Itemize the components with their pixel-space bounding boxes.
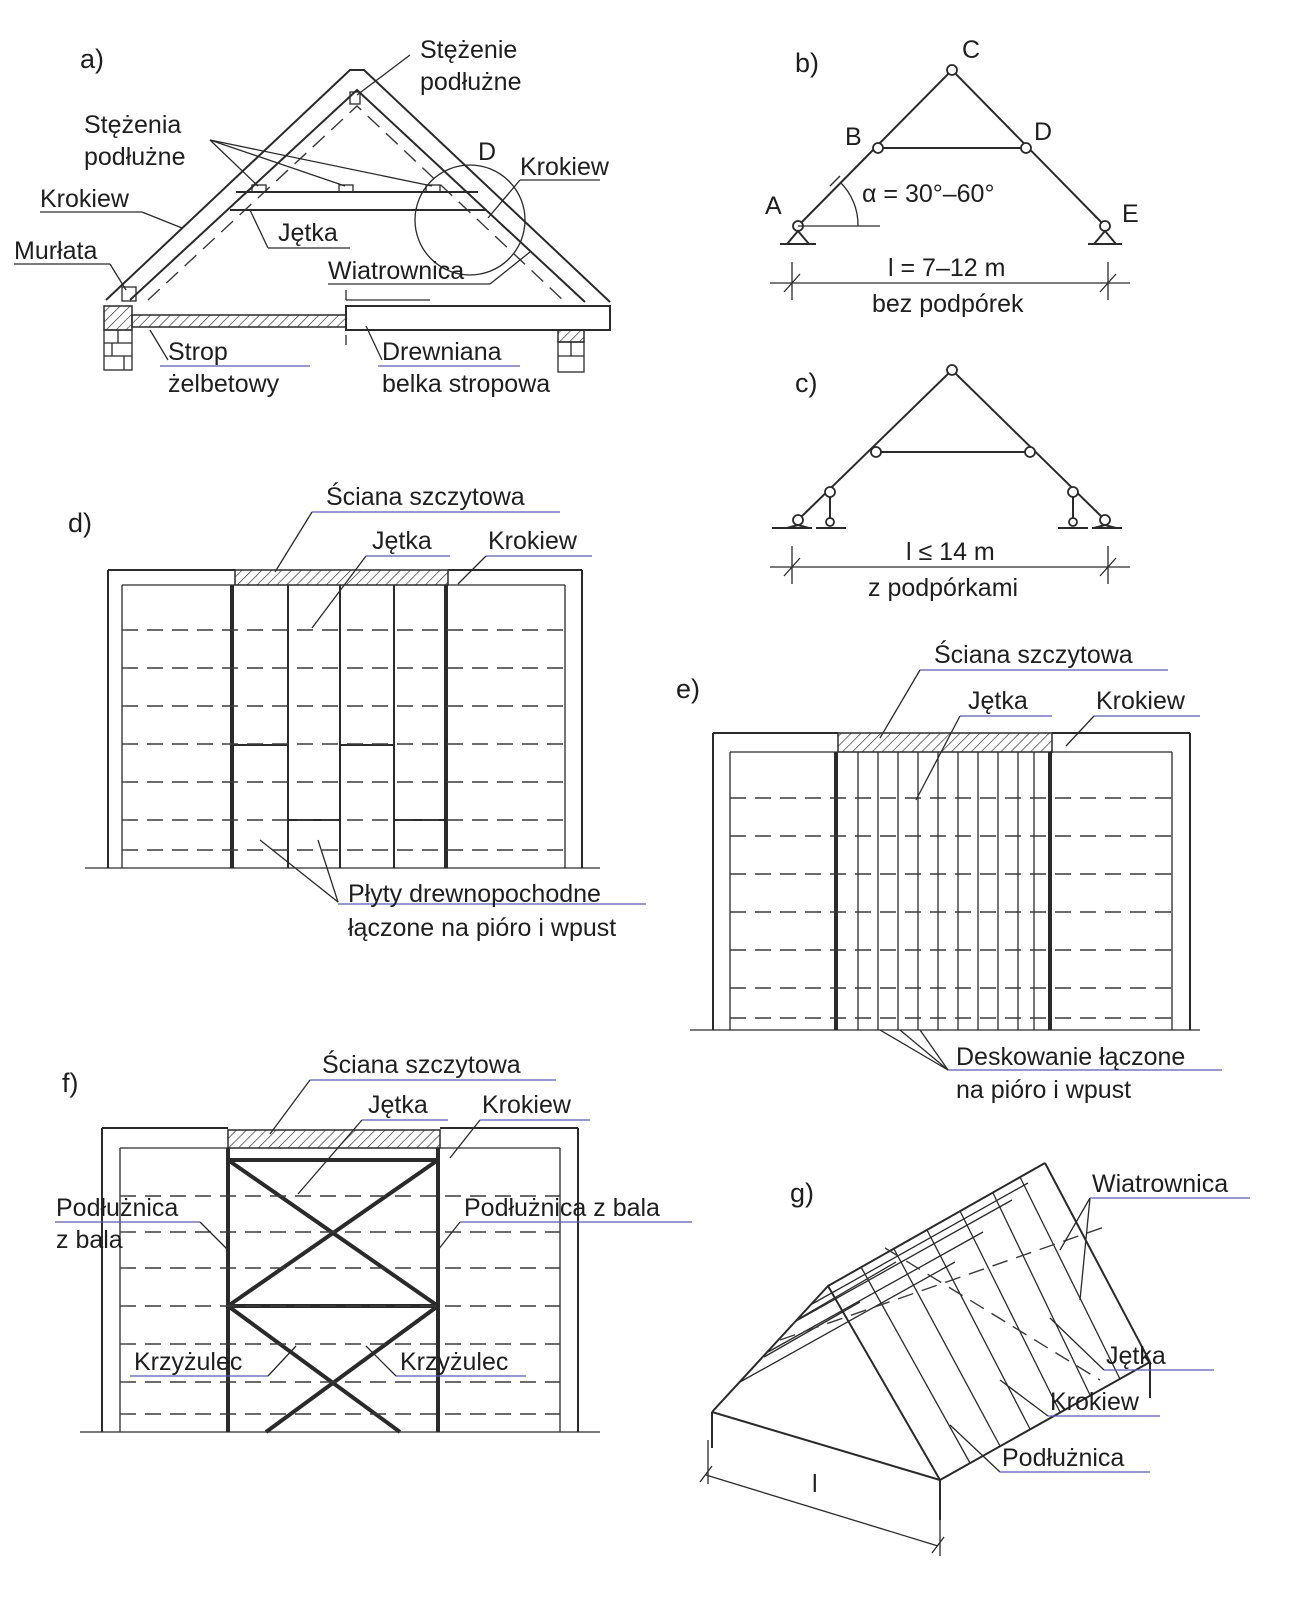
b-node-d: D	[1034, 118, 1053, 146]
panel-e-gable-boarding	[676, 639, 1222, 1104]
panel-b-truss-no-props	[765, 36, 1139, 318]
a-stezenia-label-2: podłużne	[84, 143, 186, 171]
a-detail-d-label: D	[478, 138, 497, 166]
f-krokiew-label: Krokiew	[482, 1091, 571, 1119]
f-krzyz-left-label: Krzyżulec	[134, 1348, 243, 1376]
a-krokiew-right-label: Krokiew	[520, 153, 609, 181]
a-stezenia-label: Stężenia	[84, 111, 182, 139]
f-podl-left-label: Podłużnica	[56, 1194, 179, 1222]
d-sciana-label: Ściana szczytowa	[326, 483, 525, 511]
f-krzyz-right-label: Krzyżulec	[400, 1348, 509, 1376]
b-support-label: bez podpórek	[872, 290, 1024, 318]
g-jetka-label: Jętka	[1106, 1342, 1166, 1370]
d-plyty-label: Płyty drewnopochodne	[348, 880, 601, 908]
a-jetka-label: Jętka	[278, 219, 338, 247]
b-span-label: l = 7–12 m	[888, 254, 1006, 282]
d-plyty-label-2: łączone na pióro i wpust	[348, 914, 617, 942]
g-wiatrownica-label: Wiatrownica	[1092, 1170, 1229, 1198]
panel-g-isometric-roof	[700, 1163, 1250, 1556]
d-jetka-label: Jętka	[372, 527, 432, 555]
f-podl-right-label: Podłużnica z bala	[464, 1194, 660, 1222]
b-node-a: A	[765, 192, 782, 220]
e-krokiew-label: Krokiew	[1096, 687, 1185, 715]
e-desk-label-2: na pióro i wpust	[956, 1076, 1132, 1104]
d-krokiew-label: Krokiew	[488, 527, 577, 555]
a-strop-label: Strop	[168, 338, 228, 366]
b-angle-label: α = 30°–60°	[862, 180, 995, 208]
panel-b-label: b)	[795, 48, 820, 78]
panel-f-label: f)	[62, 1068, 79, 1098]
a-belka-label: Drewniana	[382, 338, 502, 366]
c-span-label: l ≤ 14 m	[906, 538, 995, 566]
g-podluznica-label: Podłużnica	[1002, 1444, 1125, 1472]
g-span-label: l	[812, 1470, 818, 1498]
panel-c-label: c)	[795, 368, 818, 398]
e-desk-label: Deskowanie łączone	[956, 1043, 1186, 1071]
panel-d-label: d)	[68, 508, 93, 538]
a-stezenie-label-2: podłużne	[420, 68, 522, 96]
f-jetka-label: Jętka	[368, 1091, 428, 1119]
c-support-label: z podpórkami	[868, 574, 1019, 602]
f-sciana-label: Ściana szczytowa	[322, 1051, 521, 1079]
b-node-c: C	[962, 36, 981, 64]
e-sciana-label: Ściana szczytowa	[934, 641, 1133, 669]
panel-e-label: e)	[676, 674, 701, 704]
a-wiatrownica-label: Wiatrownica	[328, 257, 465, 285]
a-murlata-label: Murłata	[14, 237, 98, 265]
panel-f-gable-bracing	[55, 1049, 692, 1432]
a-strop-label-2: żelbetowy	[168, 370, 280, 398]
b-node-b: B	[845, 123, 862, 151]
e-jetka-label: Jętka	[968, 687, 1028, 715]
panel-a-rafter-section	[14, 36, 610, 398]
panel-a-label: a)	[80, 44, 105, 74]
b-node-e: E	[1122, 200, 1139, 228]
a-krokiew-left-label: Krokiew	[40, 185, 129, 213]
panel-g-label: g)	[790, 1178, 815, 1208]
a-stezenie-label: Stężenie	[420, 36, 518, 64]
panel-d-gable-plates	[68, 481, 646, 942]
a-belka-label-2: belka stropowa	[382, 370, 551, 398]
f-podl-left-label-2: z bala	[56, 1226, 123, 1254]
panel-c-truss-with-props	[770, 365, 1130, 602]
g-krokiew-label: Krokiew	[1050, 1388, 1139, 1416]
